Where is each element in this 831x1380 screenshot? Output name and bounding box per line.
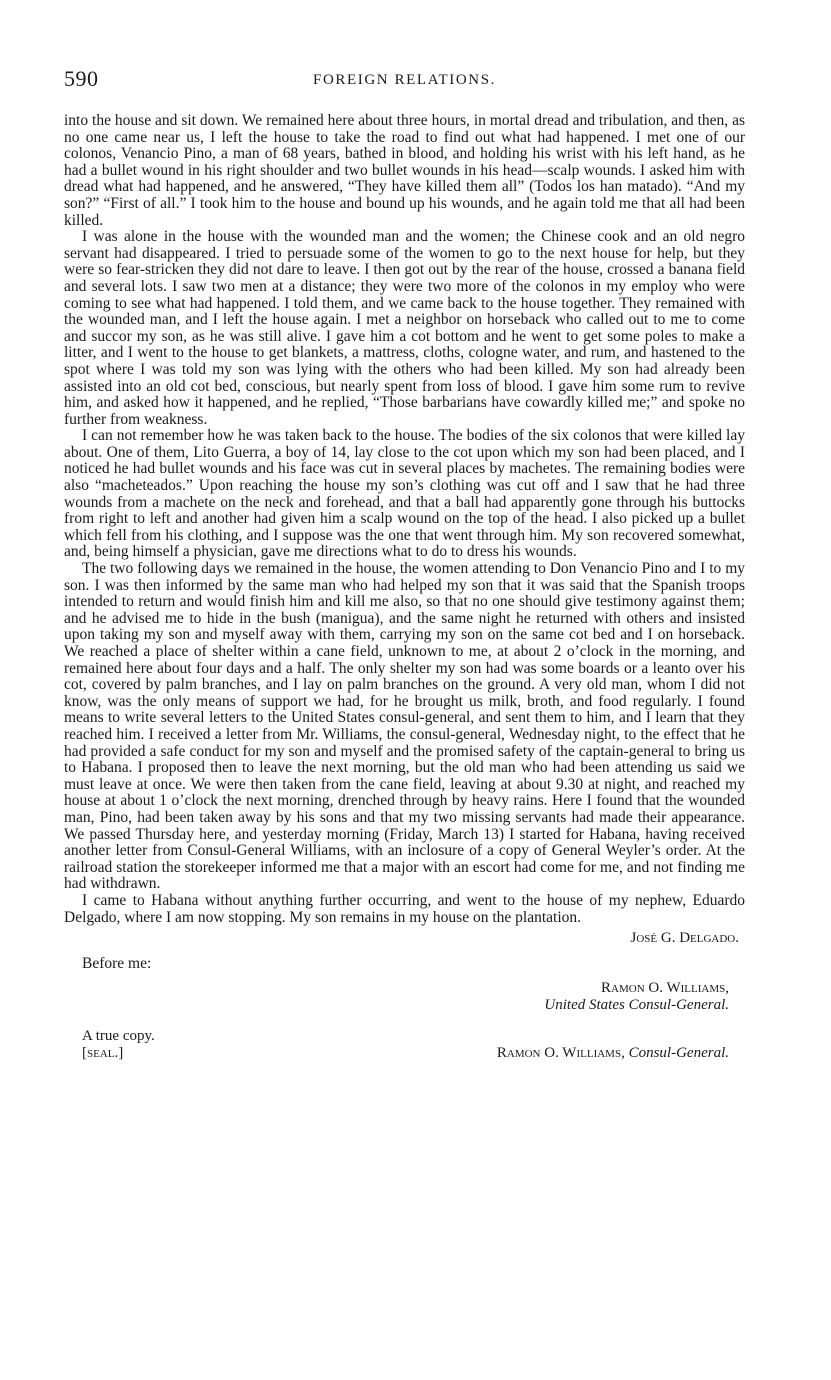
paragraph: I was alone in the house with the wounded man and the women; the Chinese cook and an old negro servant had disappeared. I tried to persuade some of the women to go to the next house for help, but they were so fear-stricken they did not dare to leave. I then got out by the rear of the house, crossed a banana field and several lots. I saw two men at a distance; they were two more of the colonos in my employ who were coming to see what had happened. I told them, and we came back to the house together. They remained with the wounded man, and I left the house again. I met a neighbor on horseback who called out to me to come and succor my son, as he was still alive. I gave him a cot bottom and he went to get some poles to make a litter, and I went to the house to get blankets, a mattress, cloths, cologne water, and rum, and hastened to the spot where I was told my son was lying with the others who had been killed. My son had already been assisted into an old cot bed, conscious, but nearly spent from loss of blood. I gave him some rum to revive him, and asked how it happened, and he replied, “Those barbarians have cowardly killed me;” and spoke no further from weakness. (64, 228, 745, 428)
page-number: 590 (64, 66, 99, 91)
attestation-title: Consul-General. (628, 1045, 729, 1062)
paragraph: into the house and sit down. We remained here about three hours, in mortal dread and tribulation, and then, as no one came near us, I left the house to take the road to find out what had happened. I met one of our colonos, Venancio Pino, a man of 68 years, bathed in blood, and holding his wrist with his left hand, as he had a bullet wound in his right shoulder and two bullet wounds in his head—scalp wounds. I asked him with dread what had happened, and he answered, “They have killed them all” (Todos los han matado). “And my son?” “First of all.” I took him to the house and bound up his wounds, and he again told me that all had been killed. (64, 112, 745, 229)
before-me-label: Before me: (82, 955, 152, 973)
body-text (64, 113, 745, 926)
page-header (64, 66, 745, 96)
paragraph: I came to Habana without anything further occurring, and went to the house of my nephew, Eduardo Delgado, where I am now stopping. My son remains in my house on the plantation. (64, 891, 745, 926)
document-page (64, 66, 745, 1064)
consul-title: United States Consul-General. (544, 997, 729, 1014)
running-head: FOREIGN RELATIONS. (313, 72, 496, 88)
attestation-signature (497, 1045, 729, 1062)
consul-name: Ramon O. Williams, (601, 980, 729, 997)
attestation-name: Ramon O. Williams, (496, 1045, 625, 1062)
true-copy-label: A true copy. (82, 1028, 155, 1045)
paragraph: I can not remember how he was taken back to the house. The bodies of the six colonos that were killed lay about. One of them, Lito Guerra, a boy of 14, lay close to the cot upon which my son had been placed, and I noticed he had bullet wounds and his face was cut in several places by machetes. The remaining bodies were also “macheteados.” Upon reaching the house my son’s clothing was cut off and I saw that he had three wounds from a machete on the neck and forehead, and that a ball had apparently gone through his buttocks from right to left and another had given him a scalp wound on the top of the head. I also picked up a bullet which fell from his clothing, and I suppose was the one that went through him. My son recovered somewhat, and, being himself a physician, gave me directions what to do to dress his wounds. (64, 427, 745, 561)
paragraph: The two following days we remained in the house, the women attending to Don Venancio Pino and I to my son. I was then informed by the same man who had helped my son that it was said that the Spanish troops intended to return and would finish him and kill me also, so that no one should give testimony against them; and he advised me to hide in the bush (manigua), and the same night he returned with others and insisted upon taking my son and myself away with them, carrying my son on the same cot bed and I on horseback. We reached a place of shelter within a cane field, unknown to me, at about 2 o’clock in the morning, and remained here about four days and a half. The only shelter my son had was some boards or a leanto over his cot, covered by palm branches, and I lay on palm branches on the ground. A very old man, whom I did not know, was the only means of support we had, for he brought us milk, broth, and food regularly. I found means to write several letters to the United States consul-general, and sent them to him, and I learn that they reached him. I received a letter from Mr. Williams, the consul-general, Wednesday night, to the effect that he had provided a safe conduct for my son and myself and the promised safety of the captain-general to bring us to Habana. I proposed then to leave the next morning, but the old man who had been attending us said we must leave at once. We were then taken from the cane field, leaving at about 9.30 at night, and reached my house at about 1 o’clock the next morning, drenched through by heavy rains. Here I found that the wounded man, Pino, had been taken away by his sons and that my two missing servants had made their appearance. We passed Thursday here, and yesterday morning (Friday, March 13) I started for Habana, having received another letter from Consul-General Williams, with an inclosure of a copy of General Weyler’s order. At the railroad station the storekeeper informed me that a major with an escort had come for me, and not finding me had withdrawn. (64, 560, 745, 893)
consul-signature-block (64, 980, 745, 1014)
attestation-block (64, 1028, 745, 1064)
seal-label: [seal.] (82, 1045, 124, 1062)
signature-delgado: José G. Delgado. (630, 930, 739, 947)
